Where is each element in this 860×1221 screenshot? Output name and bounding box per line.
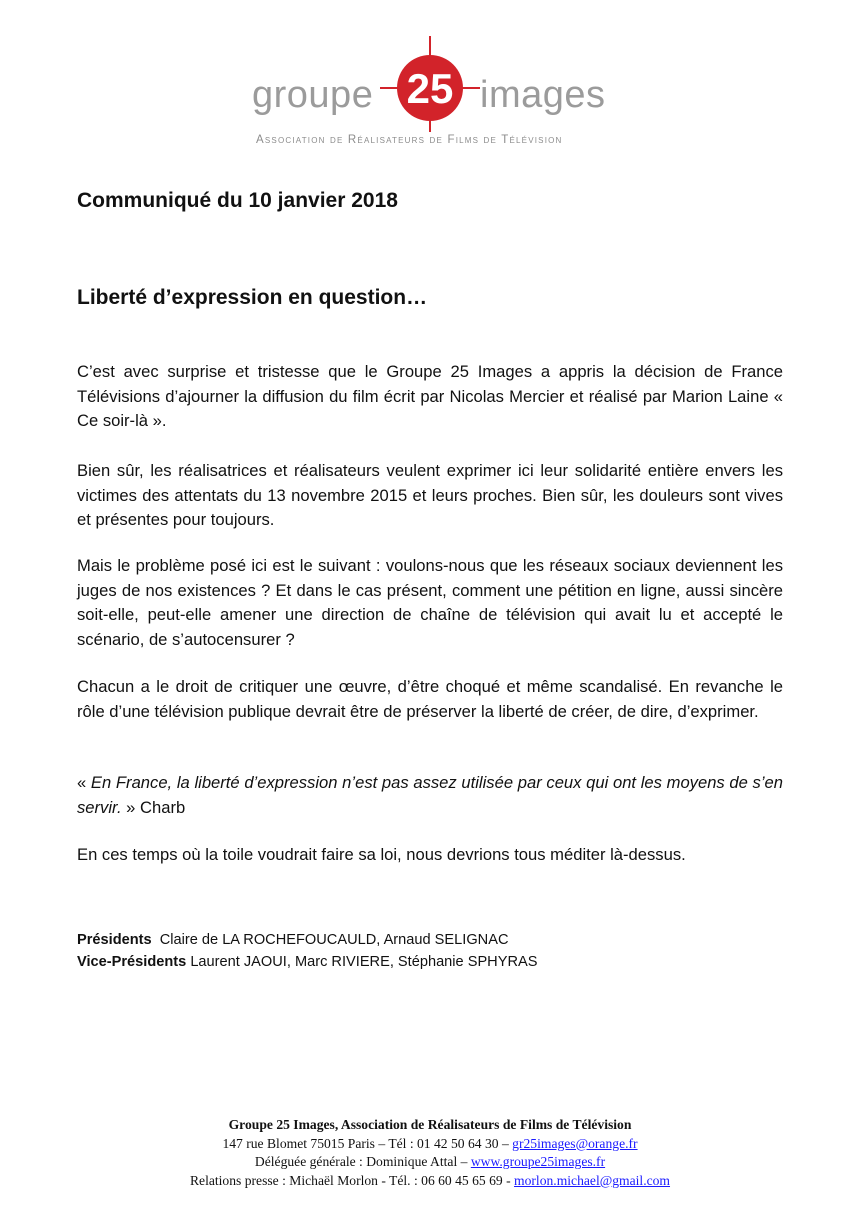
vice-presidents-label: Vice-Présidents bbox=[77, 954, 187, 970]
paragraph-2: Bien sûr, les réalisatrices et réalisateurs veulent exprimer ici leur solidarité entière envers les victimes des attentats du 13 novembre 2015 et leurs proches. Bien sûr, les douleurs sont vives et présentes pour toujours. bbox=[77, 461, 783, 530]
logo-25-mark bbox=[380, 34, 480, 134]
footer-delegate: Déléguée générale : Dominique Attal – bbox=[254, 1154, 471, 1169]
page-title: Liberté d’expression en question… bbox=[77, 286, 428, 309]
groupe25-logo bbox=[252, 34, 608, 152]
logo-number: 25 bbox=[406, 65, 454, 112]
footer-delegate-line bbox=[90, 1153, 770, 1172]
footer-website-link[interactable]: www.groupe25images.fr bbox=[470, 1154, 606, 1169]
footer-press-line bbox=[90, 1172, 770, 1191]
vice-presidents-line bbox=[77, 951, 537, 973]
footer-email-link[interactable]: gr25images@orange.fr bbox=[512, 1135, 638, 1151]
officers-block bbox=[77, 929, 537, 973]
footer-org: Groupe 25 Images, Association de Réalisateurs de Films de Télévision bbox=[228, 1117, 632, 1132]
communique-date: Communiqué du 10 janvier 2018 bbox=[77, 189, 398, 212]
quote-close-author: » Charb bbox=[121, 797, 186, 817]
quote-text: En France, la liberté d’expression n’est pas assez utilisée par ceux qui ont les moyens de s’en servir. bbox=[77, 773, 783, 817]
paragraph-1: C’est avec surprise et tristesse que le Groupe 25 Images a appris la décision de France Télévisions d’ajourner la diffusion du film écrit par Nicolas Mercier et réalisé par Marion Laine « Ce soir-là ». bbox=[77, 362, 783, 431]
footer-press-email-link[interactable]: morlon.michael@gmail.com bbox=[514, 1172, 671, 1188]
footer-address-line bbox=[90, 1135, 770, 1154]
charb-quote bbox=[77, 771, 783, 820]
presidents-line bbox=[77, 929, 537, 951]
footer-press: Relations presse : Michaël Morlon - Tél. : 06 60 45 65 69 - bbox=[189, 1172, 515, 1188]
footer bbox=[90, 1116, 770, 1190]
paragraph-6: En ces temps où la toile voudrait faire sa loi, nous devrions tous méditer là-dessus. bbox=[77, 845, 686, 864]
presidents-label: Présidents bbox=[77, 932, 152, 948]
paragraph-4: Chacun a le droit de critiquer une œuvre, d’être choqué et même scandalisé. En revanche le rôle d’une télévision publique devrait être de préserver la liberté de créer, de dire, d’exprimer. bbox=[77, 677, 783, 721]
footer-address: 147 rue Blomet 75015 Paris – Tél : 01 42 50 64 30 – bbox=[222, 1135, 513, 1151]
vice-presidents-names: Laurent JAOUI, Marc RIVIERE, Stéphanie SPHYRAS bbox=[190, 954, 538, 970]
logo-word-groupe: groupe bbox=[252, 74, 374, 116]
logo-word-images: images bbox=[480, 74, 606, 116]
presidents-names: Claire de LA ROCHEFOUCAULD, Arnaud SELIGNAC bbox=[159, 932, 509, 948]
paragraph-3: Mais le problème posé ici est le suivant : voulons-nous que les réseaux sociaux deviennent les juges de nos existences ? Et dans le cas présent, comment une pétition en ligne, aussi sincère soit-elle, peut-elle amener une direction de chaîne de télévision qui avait lu et accepté le scénario, de s’autocensurer ? bbox=[77, 556, 783, 649]
logo-tagline: Association de Réalisateurs de Films de Télévision bbox=[256, 134, 563, 146]
quote-open: « bbox=[77, 773, 91, 792]
